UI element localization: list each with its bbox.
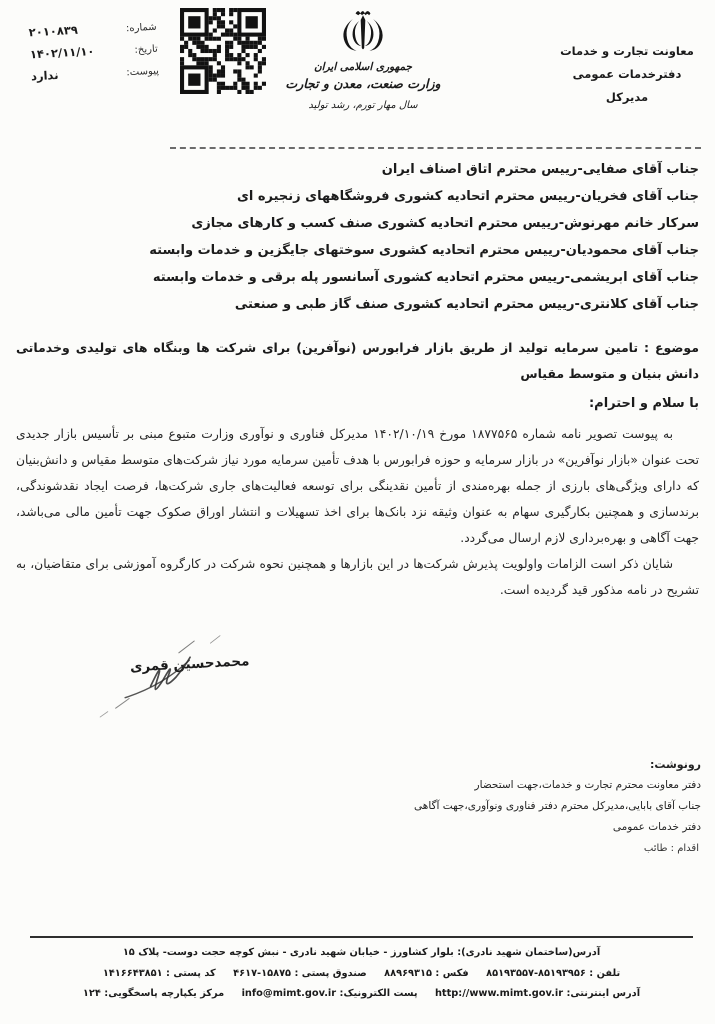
meta-date-value: ۱۴۰۲/۱۱/۱۰	[29, 43, 95, 62]
recipients-list	[16, 156, 699, 318]
body-paragraph-2: شایان ذکر است الزامات واولویت پذیرش شرکت‌ها در این بازارها و همچنین نحوه شرکت در کارگروه آموزشی برای متقاضیان، به تشریح در نامه مذکور قید گردیده است.	[16, 557, 699, 597]
cc-action-note: اقدام : طائب	[643, 843, 699, 854]
meta-number-label: شماره:	[125, 21, 157, 35]
recipient-line: جناب آقای صفایی-رییس محترم اتاق اصناف ایران	[381, 162, 699, 177]
cc-item: جناب آقای بابایی،مدیرکل محترم دفتر فناوری ونوآوری،جهت آگاهی	[414, 800, 701, 812]
iran-emblem-icon	[339, 6, 387, 60]
recipient-line: جناب آقای ابریشمی-رییس محترم اتحادیه کشوری آسانسور پله برقی و خدمات وابسته	[152, 270, 699, 285]
recipient-line: جناب آقای کلانتری-رییس محترم اتحادیه کشوری صنف گاز طبی و صنعتی	[234, 297, 699, 312]
signature-block	[50, 623, 265, 729]
letterhead-center	[268, 6, 458, 111]
recipient-line: جناب آقای فخریان-رییس محترم اتحادیه کشوری فروشگاههای زنجیره ای	[236, 189, 699, 204]
department-line-1: معاونت تجارت و خدمات	[560, 44, 694, 58]
signer-name: محمدحسین قمری	[129, 653, 250, 676]
letter-meta	[28, 19, 159, 92]
body-paragraph-1: به پیوست تصویر نامه شماره ۱۸۷۷۵۶۵ مورخ ۱۴۰۲/۱۰/۱۹ مدیرکل فناوری و نوآوری وزارت متبوع مبنی بر تأسیس بازار جدیدی تحت عنوان «بازار نوآفرین» در بازار سرمایه و حوزه فرابورس با هدف تأمین سرمایه مورد نیاز شرکت‌های متوسط مقیاس و دانش‌بنیان که دارای ویژگی‌های بارزی از جمله بهره‌مندی از تأمین نقدینگی برای توسعه فعالیت‌های جاری شرکت‌ها، فرصت ایجاد نقدشوندگی، برندسازی و همچنین بکارگیری سهام به عنوان وثیقه نزد بانک‌ها برای اخذ تسهیلات و انتشار اوراق صکوک جهت تأمین مالی می‌باشد، جهت آگاهی و بهره‌برداری لازم ارسال می‌گردد.	[16, 427, 699, 545]
meta-number-row	[28, 19, 157, 40]
meta-attachment-row	[31, 63, 160, 84]
subject-line: موضوع : تامین سرمایه تولید از طریق بازار فرابورس (نوآفرین) برای شرکت ها وبنگاه های تولیدی وخدماتی دانش بنیان و متوسط مقیاس	[16, 340, 699, 381]
meta-number-value: ۲۰۱۰۸۳۹	[28, 22, 79, 40]
year-slogan: سال مهار تورم، رشد تولید	[308, 100, 418, 111]
department-line-3: مدیرکل	[605, 90, 649, 104]
meta-attachment-label: پیوست:	[126, 65, 160, 79]
salutation: با سلام و احترام:	[588, 396, 699, 411]
meta-date-label: تاریخ:	[134, 43, 159, 56]
letter-footer	[30, 936, 693, 1005]
issuing-department	[551, 40, 703, 109]
footer-pobox: صندوق پستی : ۱۵۸۷۵-۴۶۱۷	[233, 967, 367, 979]
department-line-2: دفترخدمات عمومی	[572, 67, 682, 81]
country-title: جمهوری اسلامی ایران	[313, 61, 413, 73]
footer-call-center: مرکز یکپارچه پاسخگویی: ۱۲۴	[82, 988, 225, 999]
recipient-line: جناب آقای محمودیان-رییس محترم اتحادیه کشوری سوختهای جایگزین و خدمات وابسته	[149, 243, 699, 258]
footer-address: آدرس(ساختمان شهید نادری): بلوار کشاورز - خیابان شهید نادری - نبش کوچه حجت دوست- پلاک ۱۵	[122, 947, 601, 958]
header-divider	[170, 147, 701, 149]
footer-website: آدرس اینترنتی: http://www.mimt.gov.ir	[434, 988, 641, 999]
footer-phone: تلفن : ۸۵۱۹۳۹۵۶-۸۵۱۹۳۵۵۷	[486, 967, 621, 979]
footer-links-row	[30, 984, 693, 1005]
footer-fax: فکس : ۸۸۹۶۹۳۱۵	[384, 967, 469, 979]
qr-code-icon	[180, 8, 266, 94]
recipient-line: سرکار خانم مهرنوش-رییس محترم اتحادیه کشوری صنف کسب و کارهای مجازی	[191, 216, 699, 231]
cc-item: دفتر معاونت محترم تجارت و خدمات،جهت استحضار	[474, 779, 701, 791]
letter-body	[16, 421, 699, 603]
cc-title: رونوشت:	[649, 758, 701, 771]
meta-attachment-value: ندارد	[30, 67, 59, 84]
meta-date-row	[30, 41, 159, 62]
footer-contacts-row	[30, 964, 693, 985]
handwritten-signature-icon	[60, 623, 265, 728]
footer-email: پست الکترونیک: info@mimt.gov.ir	[241, 988, 418, 999]
cc-section	[414, 754, 701, 859]
footer-postal-code: کد پستی : ۱۴۱۶۶۴۳۸۵۱	[102, 967, 216, 979]
ministry-title: وزارت صنعت، معدن و تجارت	[285, 76, 441, 91]
cc-item: دفتر خدمات عمومی	[612, 821, 701, 833]
